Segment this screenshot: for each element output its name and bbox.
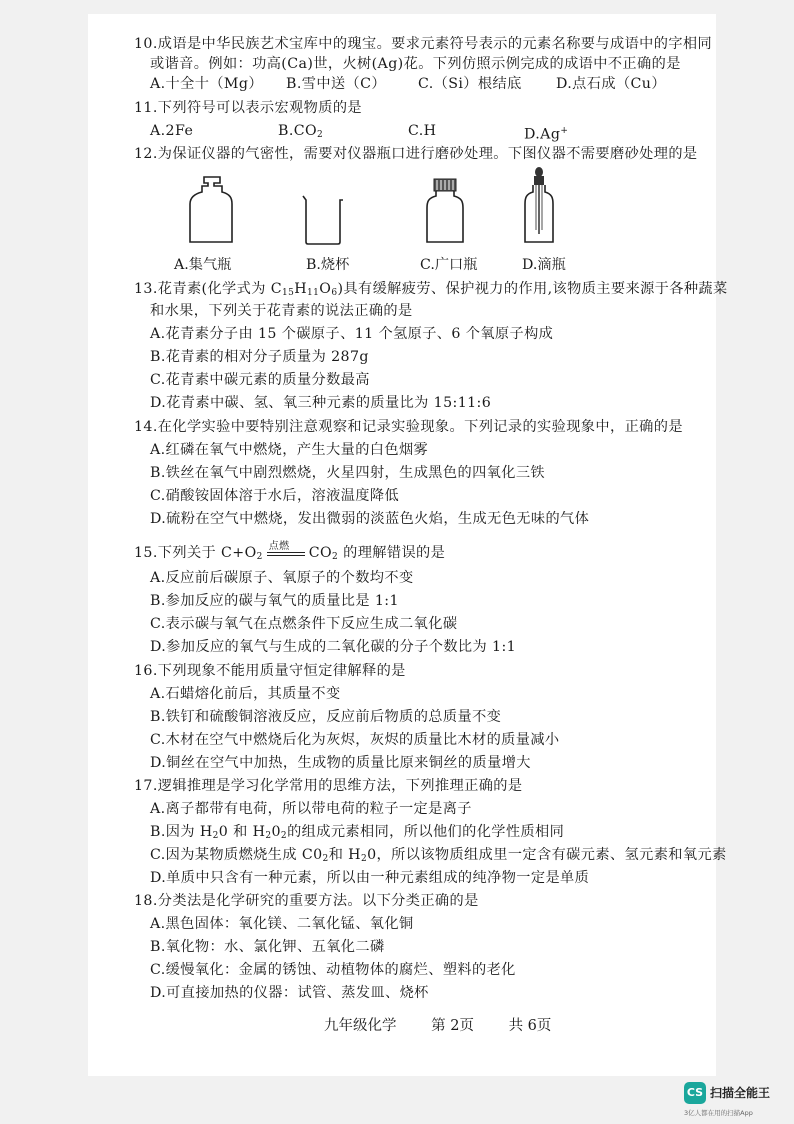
q15-option-b: B.参加反应的碳与氧气的质量比是 1:1 [150,593,399,609]
page-footer [324,1014,581,1035]
q14-option-b: B.铁丝在氧气中剧烈燃烧，火星四射，生成黑色的四氧化三铁 [150,465,546,481]
q17-option-a: A.离子都带有电荷，所以带电荷的粒子一定是离子 [150,801,472,817]
q13-option-b: B.花青素的相对分子质量为 287g [150,349,369,365]
beaker-image [300,192,346,246]
q11-option-c: C.H [408,123,437,139]
q10-option-a: A.十全十（Mg） [150,76,263,92]
q15-option-d: D.参加反应的氧气与生成的二氧化碳的分子个数比为 1:1 [150,639,517,655]
camscanner-tagline: 3亿人都在用的扫描App [684,1109,753,1117]
footer-page-number: 第 2页 [431,1018,474,1034]
q13-stem-line2: 和水果，下列关于花青素的说法正确的是 [150,303,413,319]
wide-mouth-bottle-image [424,176,466,246]
q12-option-b: B.烧杯 [306,257,350,273]
q16-option-a: A.石蜡熔化前后，其质量不变 [150,686,341,702]
q16-option-c: C.木材在空气中燃烧后化为灰烬，灰烬的质量比木材的质量减小 [150,732,560,748]
q11-stem: 11.下列符号可以表示宏观物质的是 [134,100,362,116]
q11-option-b: $B.CO_2$ [278,123,324,140]
q10-option-c: C.（Si）根结底 [418,76,522,92]
dropper-bottle-image [522,164,556,246]
q12-option-d: D.滴瓶 [522,257,566,273]
q18-option-d: D.可直接加热的仪器：试管、蒸发皿、烧杯 [150,985,429,1001]
q10-stem-line2: 或谐音。例如：功高(Ca)世，火树(Ag)花。下列仿照示例完成的成语中不正确的是 [150,56,681,72]
q15-stem: 15.下列关于 $C+O_2$ 点燃 $CO_2$ 的理解错误的是 [134,541,446,562]
footer-subject: 九年级化学 [324,1018,397,1034]
q17-option-d: D.单质中只含有一种元素，所以由一种元素组成的纯净物一定是单质 [150,870,590,886]
q10-stem-line1: 10.成语是中华民族艺术宝库中的瑰宝。要求元素符号表示的元素名称要与成语中的字相同 [134,36,713,52]
reaction-arrow: 点燃 [267,543,305,563]
q18-option-b: B.氧化物：水、氯化钾、五氧化二磷 [150,939,385,955]
q15-option-c: C.表示碳与氧气在点燃条件下反应生成二氧化碳 [150,616,458,632]
q16-option-b: B.铁钉和硫酸铜溶液反应，反应前后物质的总质量不变 [150,709,502,725]
camscanner-name: 扫描全能王 [710,1086,771,1100]
q18-option-c: C.缓慢氧化：金属的锈蚀、动植物体的腐烂、塑料的老化 [150,962,516,978]
q14-stem: 14.在化学实验中要特别注意观察和记录实验现象。下列记录的实验现象中，正确的是 [134,419,683,435]
q10-option-b: B.雪中送（C） [286,76,386,92]
q16-option-d: D.铜丝在空气中加热，生成物的质量比原来铜丝的质量增大 [150,755,531,771]
q13-option-a: A.花青素分子由 15 个碳原子、11 个氢原子、6 个氧原子构成 [150,326,554,342]
q14-option-d: D.硫粉在空气中燃烧，发出微弱的淡蓝色火焰，生成无色无味的气体 [150,511,590,527]
q12-option-c: C.广口瓶 [420,257,478,273]
q13-option-d: D.花青素中碳、氢、氧三种元素的质量比为 15:11:6 [150,395,492,411]
q11-option-d: D.Ag+ [524,126,569,143]
q14-option-c: C.硝酸铵固体溶于水后，溶液温度降低 [150,488,400,504]
q11-option-a: A.2Fe [150,123,194,139]
footer-total-pages: 共 6页 [508,1018,552,1034]
q17-option-b: B.因为 $H_20$ 和 $H_20_2$的组成元素相同，所以他们的化学性质相同 [150,824,565,841]
q13-stem-line1: 13.花青素(化学式为 $C_{15}H_{11}O_6$)具有缓解疲劳、保护视力的作用,该物质主要来源于各种蔬菜 [134,281,728,298]
q17-stem: 17.逻辑推理是学习化学常用的思维方法，下列推理正确的是 [134,778,523,794]
q17-option-c: C.因为某物质燃烧生成 $C0_2$和 $H_20$，所以该物质组成里一定含有碳元素、氢元素和氧元素 [150,847,727,864]
q18-stem: 18.分类法是化学研究的重要方法。以下分类正确的是 [134,893,479,909]
camscanner-logo-icon: CS [684,1082,706,1104]
q10-option-d: D.点石成（Cu） [556,76,666,92]
gas-collecting-bottle-image [186,174,236,246]
q15-option-a: A.反应前后碳原子、氧原子的个数均不变 [150,570,414,586]
q13-option-c: C.花青素中碳元素的质量分数最高 [150,372,370,388]
q18-option-a: A.黑色固体：氧化镁、二氧化锰、氧化铜 [150,916,414,932]
q14-option-a: A.红磷在氧气中燃烧，产生大量的白色烟雾 [150,442,429,458]
q12-option-a: A.集气瓶 [174,257,232,273]
q16-stem: 16.下列现象不能用质量守恒定律解释的是 [134,663,406,679]
q12-stem: 12.为保证仪器的气密性，需要对仪器瓶口进行磨砂处理。下图仪器不需要磨砂处理的是 [134,146,698,162]
